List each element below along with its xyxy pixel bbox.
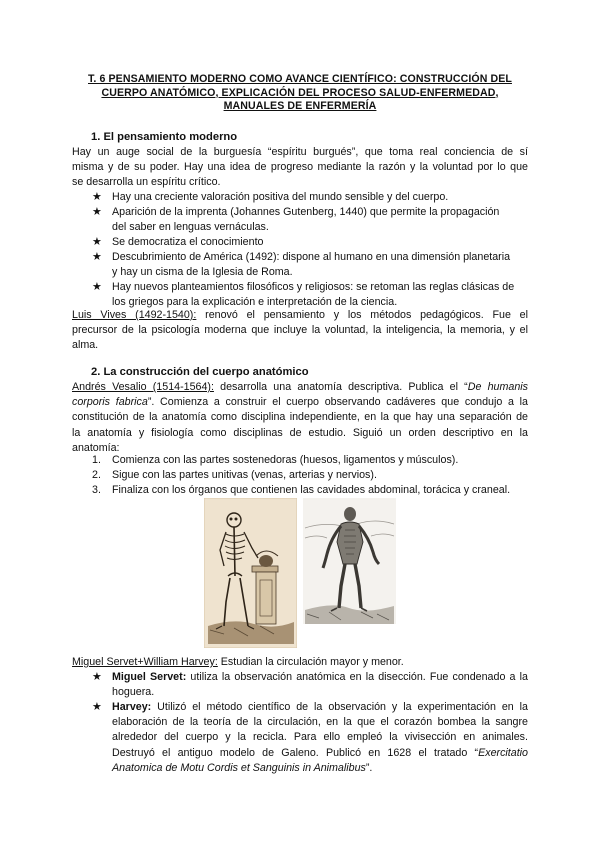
item-text: Finaliza con los órganos que contienen las cavidades abdominal, torácica y craneal. <box>112 484 511 496</box>
vesalio-line: constitución de la anatomía como disciplina independiente, en la que hay una separación de <box>72 411 528 424</box>
bullet-item <box>92 250 528 280</box>
treatise-title: Exercitatio <box>478 746 528 759</box>
bullet-text: Se democratiza el conocimiento <box>112 236 264 248</box>
bullet-text: Hay nuevos planteamientos filosóficos y religiosos: se retoman las reglas clásicas de <box>112 281 515 293</box>
vives-line: precursor de la psicología moderna que incluye la voluntad, la inteligencia, la memoria, y el <box>72 324 528 337</box>
harvey-label: Harvey: <box>112 701 152 713</box>
vesalio-line: anatomía: <box>72 441 120 454</box>
book-title: corporis fabrica <box>72 396 148 409</box>
document-title <box>60 73 540 114</box>
item-text: Sigue con las partes unitivas (venas, arterias y nervios). <box>112 469 377 481</box>
vesalio-name: Andrés Vesalio (1514-1564): <box>72 381 214 393</box>
bullet-item-harvey <box>92 700 528 776</box>
intro-line: misma y de su poder. Hay una idea de progreso mediante la razón y la voluntad por lo que <box>72 161 528 174</box>
harvey-text: Utilizó el método científico de la observación y la experimentación en la <box>151 701 528 713</box>
harvey-line: elaboración de la teoría de la circulación, en la que el corazón bombea la sangre <box>112 716 528 729</box>
bullet-text: del saber en lenguas vernáculas. <box>112 221 269 234</box>
star-bullet-icon: ★ <box>92 701 102 713</box>
bullet-text: y hay un cisma de la Iglesia de Roma. <box>112 266 293 279</box>
item-text: Comienza con las partes sostenedoras (huesos, ligamentos y músculos). <box>112 454 459 466</box>
servet-text: utiliza la observación anatómica en la disección. Fue condenado a la <box>186 671 528 683</box>
section-2-heading: 2. La construcción del cuerpo anatómico <box>91 366 309 378</box>
bullet-item-servet <box>92 670 528 700</box>
treatise-title: Anatomica de Motu Cordis et Sanguinis in Animalibus <box>112 761 366 774</box>
servet-harvey-intro <box>72 655 528 670</box>
star-bullet-icon: ★ <box>92 281 102 293</box>
vives-name: Luis Vives (1492-1540): <box>72 309 197 321</box>
item-number: 2. <box>92 469 101 481</box>
title-line-2: CUERPO ANATÓMICO, EXPLICACIÓN DEL PROCESO SALUD-ENFERMEDAD, <box>101 86 499 99</box>
harvey-text: Destruyó el antiguo modelo de Galeno. Publicó en 1628 el tratado “ <box>112 746 479 759</box>
muscle-figure-engraving-image <box>303 498 396 624</box>
book-title: De humanis <box>467 381 529 393</box>
section-1-heading: 1. El pensamiento moderno <box>91 131 238 143</box>
title-line-1: T. 6 PENSAMIENTO MODERNO COMO AVANCE CIENTÍFICO: CONSTRUCCIÓN DEL <box>88 73 512 85</box>
bullet-item <box>92 235 528 250</box>
servet-harvey-names: Miguel Servet+William Harvey: <box>72 656 218 668</box>
title-line-3: MANUALES DE ENFERMERÍA <box>223 100 377 113</box>
bullet-text: Aparición de la imprenta (Johannes Gutenberg, 1440) que permite la propagación <box>112 206 500 218</box>
vesalio-text: ”. Comienza a construir el cuerpo observando cadáveres que condujo a la <box>147 396 528 409</box>
star-bullet-icon: ★ <box>92 671 102 683</box>
skeleton-engraving-image <box>204 498 297 648</box>
servet-label: Miguel Servet: <box>112 671 187 683</box>
bullet-item <box>92 205 528 235</box>
vives-paragraph <box>72 308 528 354</box>
item-number: 1. <box>92 454 101 466</box>
star-bullet-icon: ★ <box>92 236 102 248</box>
vesalio-text: desarrolla una anatomía descriptiva. Publica el “ <box>213 381 468 393</box>
vives-line: alma. <box>72 339 99 352</box>
section-1-intro <box>72 145 528 191</box>
harvey-text: ”. <box>365 761 373 774</box>
intro-line: se desarrolla un espíritu crítico. <box>72 176 221 189</box>
star-bullet-icon: ★ <box>92 206 102 218</box>
servet-line: hoguera. <box>112 686 155 699</box>
bullet-item <box>92 190 528 205</box>
servet-harvey-text: Estudian la circulación mayor y menor. <box>217 656 404 668</box>
harvey-line: alrededor del cuerpo y la recicla. Para ello empleó la vivisección en animales. <box>112 731 528 744</box>
vesalio-line: la anatomía y fisiología como disciplinas de estudio. Siguió un orden descriptivo en la <box>72 426 528 439</box>
vesalio-paragraph <box>72 380 528 456</box>
vives-text: renovó el pensamiento y los métodos pedagógicos. Fue el <box>196 309 529 321</box>
bullet-text: Descubrimiento de América (1492): dispone al humano en una dimensión planetaria <box>112 251 511 263</box>
intro-line: Hay un auge social de la burguesía “espíritu burgués”, que toma real conciencia de sí <box>72 146 528 158</box>
bullet-text: Hay una creciente valoración positiva del mundo sensible y del cuerpo. <box>112 191 449 203</box>
star-bullet-icon: ★ <box>92 251 102 263</box>
item-number: 3. <box>92 484 101 496</box>
star-bullet-icon: ★ <box>92 191 102 203</box>
bullet-text: los griegos para la explicación e interpretación de la ciencia. <box>112 296 398 309</box>
bullet-item <box>92 280 528 310</box>
